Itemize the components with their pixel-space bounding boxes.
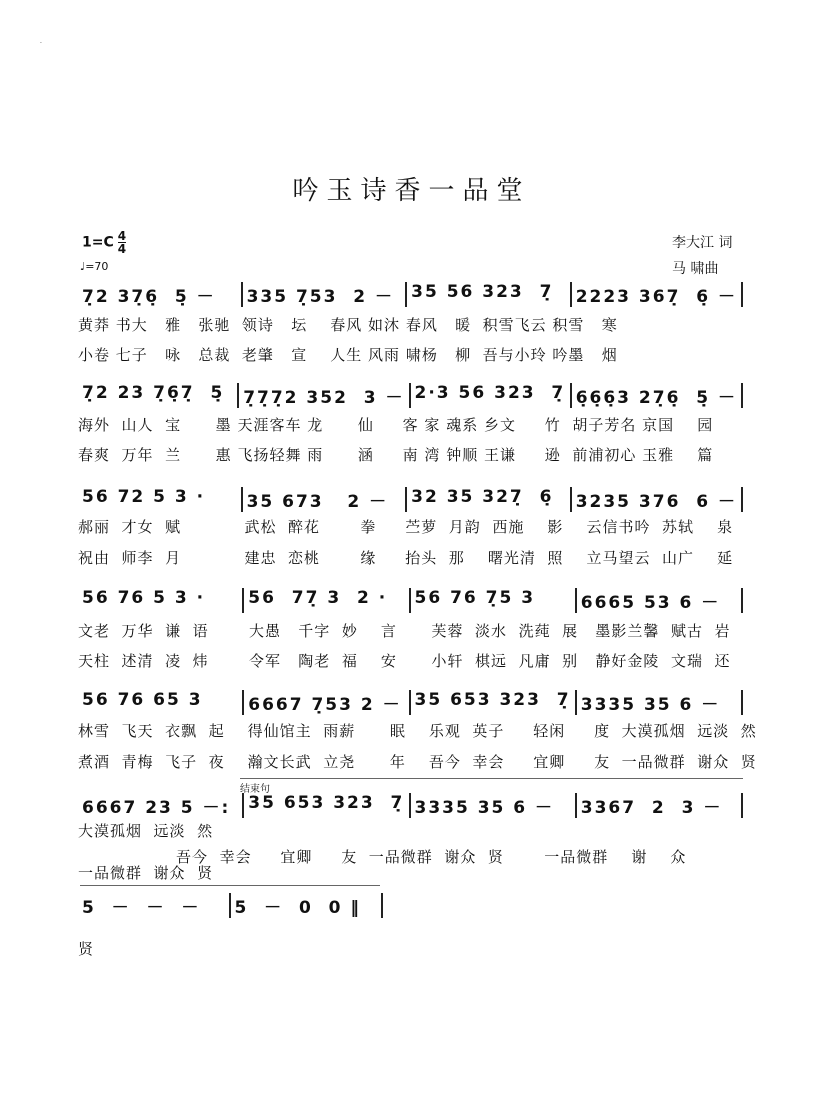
time-signature bbox=[118, 230, 126, 255]
measure: 35 673 2 － bbox=[243, 487, 408, 512]
lyric-line: 文老 万华 谦 语 大愚 千字 妙 言 芙蓉 淡水 洗莼 展 墨影兰馨 赋古 岩 bbox=[78, 622, 731, 640]
measure: 3367 2 3 － bbox=[577, 793, 743, 818]
measure: 6667 23 5 －: bbox=[78, 793, 244, 818]
measure: 3335 35 6 － bbox=[411, 793, 577, 818]
tempo-mark: ♩=70 bbox=[80, 260, 109, 273]
measure: 35 653 323 7̣ bbox=[244, 793, 410, 818]
measure: 56 76 7̣5 3 bbox=[411, 588, 577, 613]
measure: 5 － 0 0 ‖ bbox=[231, 893, 384, 918]
lyric-line: 天柱 述清 凌 炜 令军 陶老 福 安 小轩 棋远 凡庸 别 静好金陵 文瑞 还 bbox=[78, 652, 731, 670]
measure: 5 － － － bbox=[78, 893, 231, 918]
measure: 7̣2 37̣6̣ 5̣ － bbox=[78, 282, 243, 307]
time-bottom: 4 bbox=[117, 242, 127, 256]
lyric-line: 郝丽 才女 赋 武松 醉花 拳 苎萝 月韵 西施 影 云信书吟 苏轼 泉 bbox=[78, 518, 734, 536]
measure: 6667 7̣53 2 － bbox=[244, 690, 410, 715]
measure: 56 76 65 3 bbox=[78, 690, 244, 715]
notation-row bbox=[78, 487, 743, 512]
lyric-line: 黄莽 书大 雅 张驰 领诗 坛 春风 如沐 春风 暖 积雪飞云 积雪 寒 bbox=[78, 316, 618, 334]
measure: 35 653 323 7̣ bbox=[411, 690, 577, 715]
measure: 56 72 5 3 · bbox=[78, 487, 243, 512]
ending-label: 结束句 bbox=[240, 784, 270, 795]
lyric-line: 海外 山人 宝 墨 天涯客车 龙 仙 客 家 魂系 乡文 竹 胡子芳名 京国 园 bbox=[78, 416, 714, 434]
measure: 56 77̣ 3 2 · bbox=[244, 588, 410, 613]
measure: 35 56 323 7̣ bbox=[407, 282, 572, 307]
lyric-line: 小卷 七子 咏 总裁 老肇 宣 人生 风雨 啸杨 柳 吾与小玲 吟墨 烟 bbox=[78, 346, 618, 364]
lyric-line: 春爽 万年 兰 惠 飞扬轻舞 雨 涵 南 湾 钟顺 王谦 逊 前浦初心 玉雅 篇 bbox=[78, 446, 714, 464]
notation-row bbox=[78, 282, 743, 307]
measure: 3335 35 6 － bbox=[577, 690, 743, 715]
measure: 6665 53 6 － bbox=[577, 588, 743, 613]
measure: 335 7̣53 2 － bbox=[243, 282, 408, 307]
page-title: 吟玉诗香一品堂 bbox=[292, 176, 531, 206]
key-signature bbox=[82, 230, 126, 255]
measure: 2·3 56 323 7̣ bbox=[411, 383, 572, 408]
notation-row bbox=[78, 588, 743, 613]
notation-row bbox=[78, 793, 743, 818]
lyric-line: 林雪 飞天 衣飘 起 得仙馆主 雨薪 眠 乐观 英子 轻闲 度 大漠孤烟 远淡 然 bbox=[78, 722, 757, 740]
lyricist: 李大江 词 bbox=[672, 235, 733, 251]
notation-row bbox=[78, 893, 383, 918]
lyric-line: 吾今 幸会 宜卿 友 一品微群 谢众 贤 一品微群 谢 众 bbox=[78, 848, 687, 866]
measure: 32 35 327̣ 6̣ bbox=[407, 487, 572, 512]
time-top: 4 bbox=[117, 229, 127, 243]
measure: 7̣7̣7̣2 352 3 － bbox=[239, 383, 410, 408]
notation-row bbox=[78, 383, 743, 408]
key: 1=C bbox=[82, 234, 114, 251]
measure: 3235 376 6 － bbox=[572, 487, 743, 512]
lyric-line: 大漠孤烟 远淡 然 bbox=[78, 822, 214, 840]
notation-row bbox=[78, 690, 743, 715]
lyric-line: 贤 bbox=[78, 940, 95, 958]
measure: 7̣2 23 7̣6̣7̣ 5̣ bbox=[78, 383, 239, 408]
tie-line bbox=[80, 885, 380, 886]
measure: 56 76 5 3 · bbox=[78, 588, 244, 613]
dot-mark: · bbox=[40, 40, 42, 47]
lyric-line: 一品微群 谢众 贤 bbox=[78, 864, 214, 882]
composer: 马 啸曲 bbox=[672, 261, 719, 277]
ending-bracket bbox=[240, 778, 743, 779]
lyric-line: 祝由 师李 月 建忠 恋桃 缘 抬头 那 曙光清 照 立马望云 山广 延 bbox=[78, 549, 734, 567]
measure: 6̣6̣6̣3 27̣6̣ 5̣ － bbox=[572, 383, 743, 408]
lyric-line: 煮酒 青梅 飞子 夜 瀚文长武 立尧 年 吾今 幸会 宜卿 友 一品微群 谢众 贤 bbox=[78, 753, 757, 771]
measure: 2223 367̣ 6̣ － bbox=[572, 282, 743, 307]
